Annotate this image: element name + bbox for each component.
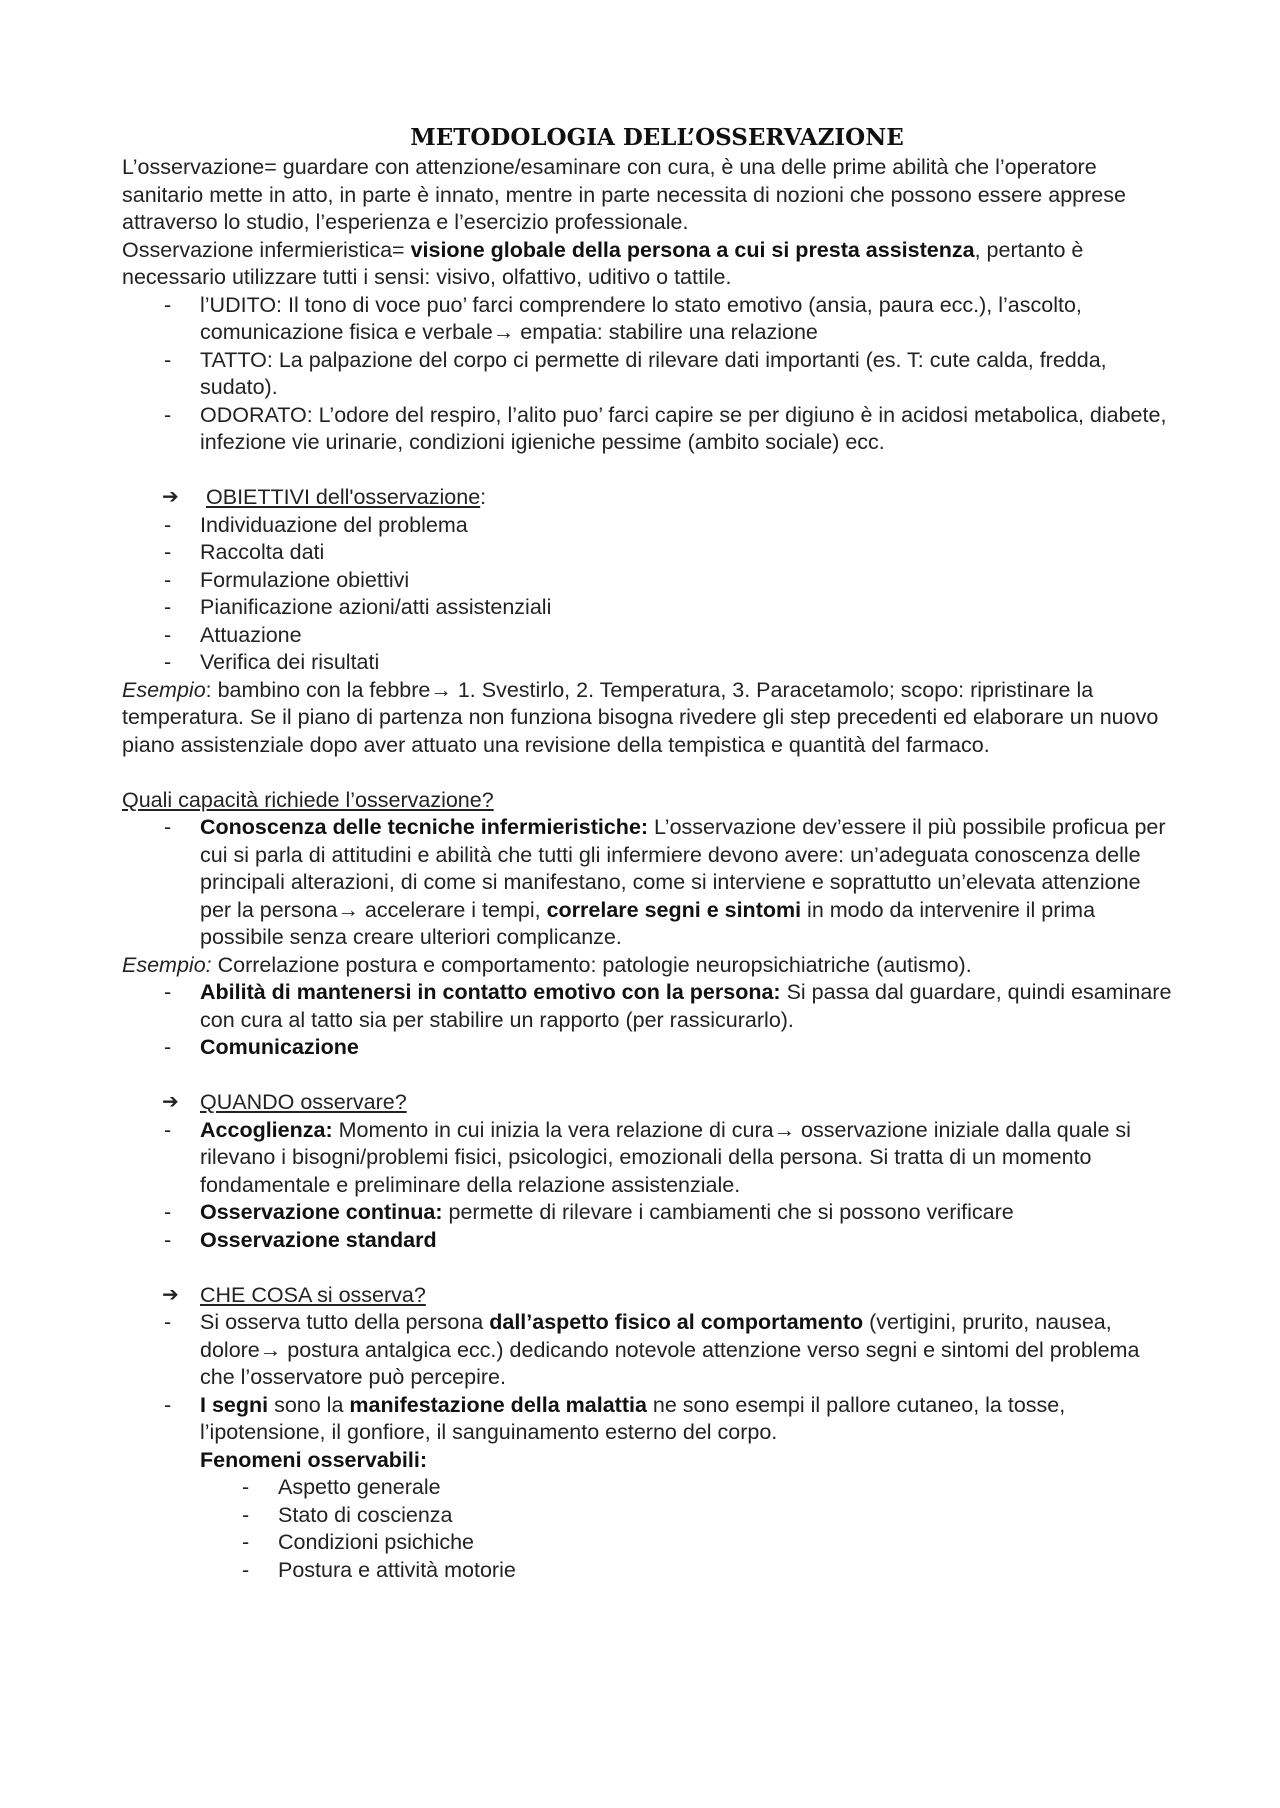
- list-item: - Aspetto generale: [122, 1474, 1172, 1502]
- capacities-heading: Quali capacità richiede l’osservazione?: [122, 787, 494, 812]
- spacer: [122, 457, 1172, 485]
- observe-all-text-end: (vertigini, prurito, nausea, dolore→ postura antalgica ecc.) dedicando notevole attenzione verso segni e sintomi del problema che l’osservatore può percepire.: [200, 1310, 1140, 1389]
- signs-text: sono la: [268, 1392, 350, 1417]
- list-item: - Postura e attività motorie: [122, 1557, 1172, 1585]
- techniques-text-end: in modo da intervenire il prima possibile senza creare ulteriori complicanze.: [200, 897, 1096, 949]
- welcome-bold: Accoglienza:: [200, 1117, 333, 1142]
- list-item-signs: [122, 1392, 1172, 1447]
- example-label: Esempio: [122, 677, 206, 702]
- senses-list: [122, 292, 1172, 457]
- example-paragraph: [122, 677, 1172, 760]
- observe-all-text: Si osserva tutto della persona: [200, 1310, 490, 1334]
- example2-text: Correlazione postura e comportamento: patologie neuropsichiatriche (autismo).: [211, 952, 972, 977]
- capacities-list: [122, 814, 1172, 952]
- list-item: - Individuazione del problema: [122, 512, 1172, 540]
- continuous-text: permette di rilevare i cambiamenti che si possono verificare: [442, 1200, 1014, 1224]
- example-text: : bambino con la febbre→ 1. Svestirlo, 2. Temperatura, 3. Paracetamolo; scopo: ripristinare la temperatura. Se il piano di partenza non funziona bisogna rivedere gli step precedenti ed elaborare un nuovo piano assistenziale dopo aver attuato una revisione della tempistica e quantità del farmaco.: [122, 677, 1159, 757]
- capacities-list-2: [122, 979, 1172, 1062]
- list-item-techniques: [122, 814, 1172, 952]
- communication-bold: Comunicazione: [200, 1035, 359, 1059]
- list-item-touch: - TATTO: La palpazione del corpo ci permette di rilevare dati importanti (es. T: cute calda, fredda, sudato).: [122, 347, 1172, 402]
- continuous-bold: Osservazione continua:: [200, 1200, 443, 1224]
- objectives-heading: [122, 484, 1172, 512]
- page-title: METODOLOGIA DELL’OSSERVAZIONE: [410, 124, 904, 151]
- when-list: [122, 1117, 1172, 1255]
- list-item: - Formulazione obiettivi: [122, 567, 1172, 595]
- when-heading-text: QUANDO osservare?: [200, 1090, 407, 1114]
- spacer: [122, 1062, 1172, 1090]
- what-heading: [122, 1282, 1172, 1310]
- arrow-icon: ➔: [162, 1091, 179, 1113]
- list-item-welcome: [122, 1117, 1172, 1200]
- disease-manifestation-bold: manifestazione della malattia: [349, 1392, 647, 1417]
- nursing-observation-paragraph: [122, 237, 1172, 292]
- list-item-observe-all: [122, 1309, 1172, 1392]
- phenomena-heading-text: Fenomeni osservabili:: [200, 1447, 428, 1472]
- example2-paragraph: [122, 952, 1172, 980]
- intro-paragraph: [122, 154, 1172, 237]
- list-item: - Condizioni psichiche: [122, 1529, 1172, 1557]
- list-item-emotional-contact: [122, 979, 1172, 1034]
- list-item: - Attuazione: [122, 622, 1172, 650]
- nursing-observation-label: Osservazione infermieristica=: [122, 237, 411, 262]
- techniques-bold: Conoscenza delle tecniche infermieristiche:: [200, 815, 649, 839]
- emotional-contact-text: Si passa dal guardare, quindi esaminare con cura al tatto sia per stabilire un rapporto (per rassicurarlo).: [200, 980, 1172, 1032]
- spacer: [122, 1254, 1172, 1282]
- emotional-contact-bold: Abilità di mantenersi in contatto emotivo con la persona:: [200, 980, 781, 1004]
- what-heading-text: CHE COSA si osserva?: [200, 1282, 426, 1307]
- signs-text-end: ne sono esempi il pallore cutaneo, la tosse, l’ipotensione, il gonfiore, il sanguinamento esterno del corpo.: [200, 1392, 1066, 1444]
- nursing-observation-bold: visione globale della persona a cui si presta assistenza: [410, 237, 975, 262]
- list-item: - Stato di coscienza: [122, 1502, 1172, 1530]
- nursing-observation-end: , pertanto è necessario utilizzare tutti i sensi: visivo, olfattivo, uditivo o tattile.: [122, 237, 1084, 289]
- phenomena-list: [122, 1474, 1172, 1584]
- observe-all-bold: dall’aspetto fisico al comportamento: [489, 1310, 864, 1334]
- phenomena-heading: [122, 1447, 1172, 1475]
- objectives-heading-text: OBIETTIVI dell'osservazione: [206, 485, 481, 509]
- intro-text: L’osservazione= guardare con attenzione/esaminare con cura, è una delle prime abilità che l’operatore sanitario mette in atto, in parte è innato, mentre in parte necessita di nozioni che possono essere apprese attraverso lo studio, l’esperienza e l’esercizio professionale.: [122, 155, 1126, 234]
- list-item-communication: [122, 1034, 1172, 1062]
- list-item: - Verifica dei risultati: [122, 649, 1172, 677]
- list-item-standard: [122, 1227, 1172, 1255]
- document-page: [122, 122, 1172, 1584]
- when-heading: [122, 1089, 1172, 1117]
- objectives-list: [122, 512, 1172, 677]
- list-item: - Pianificazione azioni/atti assistenziali: [122, 594, 1172, 622]
- list-item-hearing: - l’UDITO: Il tono di voce puo’ farci comprendere lo stato emotivo (ansia, paura ecc.), l’ascolto, comunicazione fisica e verbale→ empatia: stabilire una relazione: [122, 292, 1172, 347]
- techniques-text: L’osservazione dev’essere il più possibile proficua per cui si parla di attitudini e abilità che tutti gli infermiere devono avere: un’adeguata conoscenza delle principali alterazioni, di come si manifestano, come si interviene e soprattutto un’elevata attenzione per la persona→ accelerare i tempi,: [200, 815, 1166, 922]
- list-item: - Raccolta dati: [122, 539, 1172, 567]
- welcome-text: Momento in cui inizia la vera relazione di cura→ osservazione iniziale dalla quale si rilevano i bisogni/problemi fisici, psicologici, emozionali della persona. Si tratta di un momento fondamentale e preliminare della relazione assistenziale.: [200, 1117, 1131, 1197]
- signs-bold: I segni: [200, 1392, 269, 1417]
- standard-bold: Osservazione standard: [200, 1227, 437, 1252]
- example2-label: Esempio:: [122, 952, 212, 977]
- spacer: [122, 759, 1172, 787]
- list-item-smell: - ODORATO: L’odore del respiro, l’alito puo’ farci capire se per digiuno è in acidosi metabolica, diabete, infezione vie urinarie, condizioni igieniche pessime (ambito sociale) ecc.: [122, 402, 1172, 457]
- arrow-icon: ➔: [162, 486, 179, 508]
- list-item-continuous: [122, 1199, 1172, 1227]
- what-list: [122, 1309, 1172, 1447]
- objectives-colon: :: [480, 485, 487, 509]
- signs-symptoms-bold: correlare segni e sintomi: [546, 897, 802, 922]
- arrow-icon: ➔: [162, 1283, 179, 1306]
